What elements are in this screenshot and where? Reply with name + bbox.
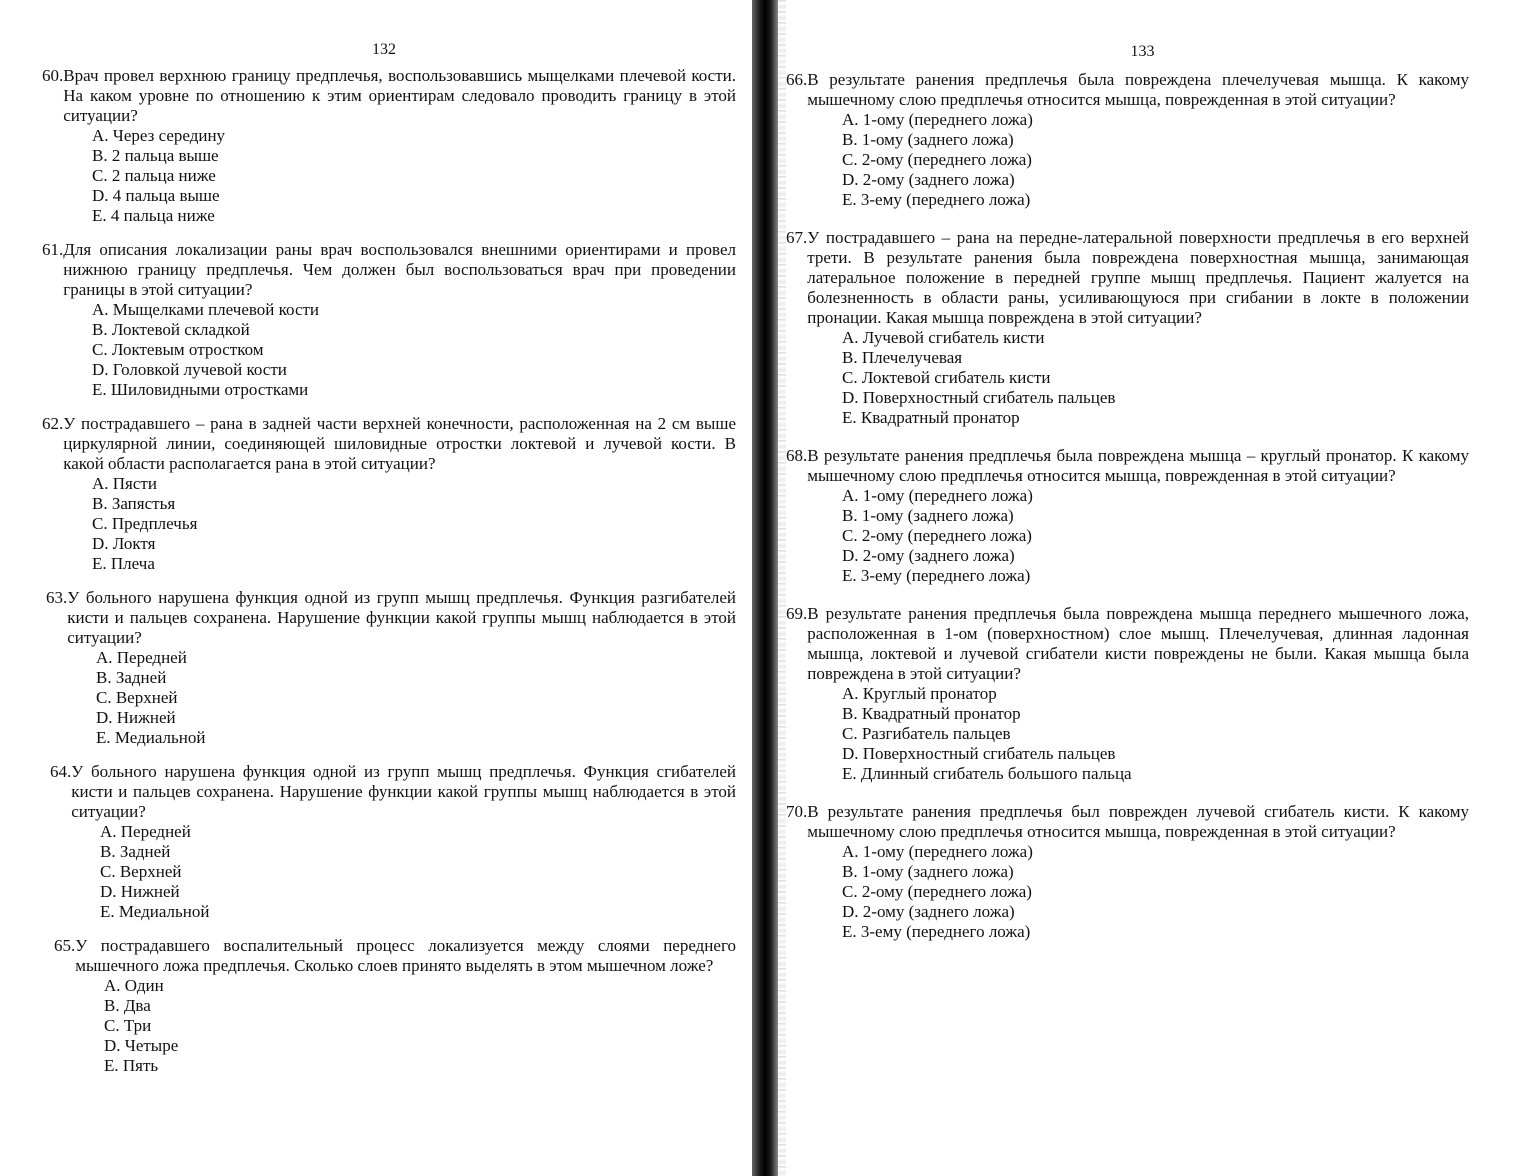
answer-options (786, 486, 1469, 586)
answer-option: Е. 3-ему (переднего ложа) (842, 566, 1031, 585)
answer-option: Е. 3-ему (переднего ложа) (842, 190, 1031, 209)
question-68 (786, 446, 1469, 586)
question-number: 70. (786, 802, 808, 821)
question-body: В результате ранения предплечья был поврежден лучевой сгибатель кисти. К какому мышечному слою предплечья относится мышца, поврежденная в этой ситуации? (807, 802, 1469, 841)
answer-option: D. 4 пальца выше (92, 186, 220, 205)
answer-option: D. Поверхностный сгибатель пальцев (842, 388, 1116, 407)
answer-option: В. Задней (100, 842, 171, 861)
answer-option: Е. Квадратный пронатор (842, 408, 1020, 427)
answer-option: А. Передней (96, 648, 187, 667)
question-text (50, 762, 736, 822)
answer-option: D. Локтя (92, 534, 156, 553)
answer-option: Е. 4 пальца ниже (92, 206, 215, 225)
answer-options (786, 328, 1469, 428)
question-text (786, 802, 1469, 842)
answer-option: В. 1-ому (заднего ложа) (842, 506, 1014, 525)
answer-option: С. Локтевым отростком (92, 340, 264, 359)
answer-option: В. 1-ому (заднего ложа) (842, 862, 1014, 881)
question-63 (42, 588, 736, 748)
answer-option: D. Поверхностный сгибатель пальцев (842, 744, 1116, 763)
answer-option: D. Нижней (100, 882, 180, 901)
answer-option: Е. Пять (104, 1056, 159, 1075)
answer-option: Е. Шиловидными отростками (92, 380, 309, 399)
answer-option: А. 1-ому (переднего ложа) (842, 110, 1033, 129)
question-61 (42, 240, 736, 400)
question-62 (42, 414, 736, 574)
answer-option: С. Локтевой сгибатель кисти (842, 368, 1051, 387)
question-text (54, 936, 736, 976)
question-67 (786, 228, 1469, 428)
question-65 (42, 936, 736, 1076)
right-page (770, 0, 1513, 1176)
page-number-left: 132 (372, 41, 396, 58)
question-number: 67. (786, 228, 808, 247)
question-number: 64. (50, 762, 72, 781)
left-question-list (42, 66, 736, 1076)
question-66 (786, 70, 1469, 210)
answer-option: D. 2-ому (заднего ложа) (842, 170, 1015, 189)
answer-option: А. Передней (100, 822, 191, 841)
answer-option: В. Плечелучевая (842, 348, 963, 367)
answer-options (50, 822, 736, 922)
question-text (786, 604, 1469, 684)
answer-option: С. 2 пальца ниже (92, 166, 216, 185)
question-text (46, 588, 736, 648)
question-body: В результате ранения предплечья была повреждена мышца – круглый пронатор. К какому мышечному слою предплечья относится мышца, поврежденная в этой ситуации? (807, 446, 1469, 485)
question-number: 66. (786, 70, 808, 89)
answer-option: С. Верхней (96, 688, 178, 707)
question-60 (42, 66, 736, 226)
question-number: 61. (42, 240, 64, 259)
answer-option: А. Через середину (92, 126, 226, 145)
answer-option: С. 2-ому (переднего ложа) (842, 526, 1032, 545)
answer-option: В. 2 пальца выше (92, 146, 219, 165)
answer-option: А. 1-ому (переднего ложа) (842, 842, 1033, 861)
answer-option: Е. Плеча (92, 554, 155, 573)
answer-option: Е. Медиальной (96, 728, 206, 747)
right-question-list (786, 70, 1469, 942)
answer-option: D. Четыре (104, 1036, 179, 1055)
answer-option: В. 1-ому (заднего ложа) (842, 130, 1014, 149)
question-body: Для описания локализации раны врач воспользовался внешними ориентирами и провел нижнюю границу предплечья. Чем должен был воспользоваться врач при проведении границы в этой ситуации? (63, 240, 736, 299)
answer-option: D. 2-ому (заднего ложа) (842, 902, 1015, 921)
question-number: 65. (54, 936, 76, 955)
answer-options (786, 684, 1469, 784)
answer-options (786, 842, 1469, 942)
answer-option: D. 2-ому (заднего ложа) (842, 546, 1015, 565)
page-number-right: 133 (1130, 43, 1155, 60)
answer-option: А. Пясти (92, 474, 157, 493)
question-number: 63. (46, 588, 68, 607)
answer-option: В. Задней (96, 668, 167, 687)
answer-option: С. 2-ому (переднего ложа) (842, 150, 1032, 169)
answer-option: В. Квадратный пронатор (842, 704, 1021, 723)
answer-option: D. Нижней (96, 708, 176, 727)
answer-option: С. Верхней (100, 862, 182, 881)
answer-option: В. Два (104, 996, 151, 1015)
answer-option: D. Головкой лучевой кости (92, 360, 287, 379)
answer-option: В. Локтевой складкой (92, 320, 250, 339)
answer-option: Е. Медиальной (100, 902, 210, 921)
answer-option: Е. Длинный сгибатель большого пальца (842, 764, 1132, 783)
answer-option: А. Лучевой сгибатель кисти (842, 328, 1045, 347)
answer-options (42, 474, 736, 574)
answer-options (46, 648, 736, 748)
question-body: Врач провел верхнюю границу предплечья, воспользовавшись мыщелками плечевой кости. На каком уровне по отношению к этим ориентирам следовало проводить границу в этой ситуации? (63, 66, 736, 125)
answer-options (42, 126, 736, 226)
question-number: 62. (42, 414, 64, 433)
answer-option: С. Разгибатель пальцев (842, 724, 1011, 743)
question-64 (42, 762, 736, 922)
question-body: В результате ранения предплечья была повреждена плечелучевая мышца. К какому мышечному слою предплечья относится мышца, поврежденная в этой ситуации? (807, 70, 1469, 109)
question-text (42, 240, 736, 300)
answer-options (786, 110, 1469, 210)
question-69 (786, 604, 1469, 784)
question-body: У больного нарушена функция одной из групп мышц предплечья. Функция разгибателей кисти и пальцев сохранена. Нарушение функции какой группы мышц наблюдается в этой ситуации? (67, 588, 736, 647)
answer-options (42, 300, 736, 400)
answer-option: В. Запястья (92, 494, 176, 513)
question-body: У пострадавшего – рана в задней части верхней конечности, расположенная на 2 см выше циркулярной линии, соединяющей шиловидные отростки локтевой и лучевой кости. В какой области располагается рана в этой ситуации? (63, 414, 736, 473)
question-number: 68. (786, 446, 808, 465)
question-text (786, 228, 1469, 328)
question-number: 60. (42, 66, 64, 85)
answer-option: А. Один (104, 976, 164, 995)
question-body: У пострадавшего – рана на передне-латеральной поверхности предплечья в его верхней трети. В результате ранения была повреждена поверхностная мышца, занимающая латеральное положение в передней группе мышц предплечья. Пациент жалуется на болезненность в области раны, усиливающуюся при сгибании в локте в положении пронации. Какая мышца повреждена в этой ситуации? (807, 228, 1469, 327)
answer-option: С. Предплечья (92, 514, 198, 533)
question-text (42, 66, 736, 126)
answer-option: С. 2-ому (переднего ложа) (842, 882, 1032, 901)
answer-option: А. Круглый пронатор (842, 684, 997, 703)
question-body: У пострадавшего воспалительный процесс локализуется между слоями переднего мышечного ложа предплечья. Сколько слоев принято выделять в этом мышечном ложе? (75, 936, 736, 975)
answer-option: А. Мыщелками плечевой кости (92, 300, 320, 319)
question-number: 69. (786, 604, 808, 623)
answer-options (54, 976, 736, 1076)
question-70 (786, 802, 1469, 942)
question-body: У больного нарушена функция одной из групп мышц предплечья. Функция сгибателей кисти и пальцев сохранена. Нарушение функции какой группы мышц наблюдается в этой ситуации? (71, 762, 736, 821)
question-text (42, 414, 736, 474)
question-body: В результате ранения предплечья была повреждена мышца переднего мышечного ложа, расположенная в 1-ом (поверхностном) слое мышц. Плечелучевая, длинная ладонная мышца, локтевой и лучевой сгибатели кисти повреждены не были. Какая мышца была повреждена в этой ситуации? (807, 604, 1469, 683)
answer-option: А. 1-ому (переднего ложа) (842, 486, 1033, 505)
question-text (786, 70, 1469, 110)
answer-option: Е. 3-ему (переднего ложа) (842, 922, 1031, 941)
question-text (786, 446, 1469, 486)
answer-option: С. Три (104, 1016, 152, 1035)
